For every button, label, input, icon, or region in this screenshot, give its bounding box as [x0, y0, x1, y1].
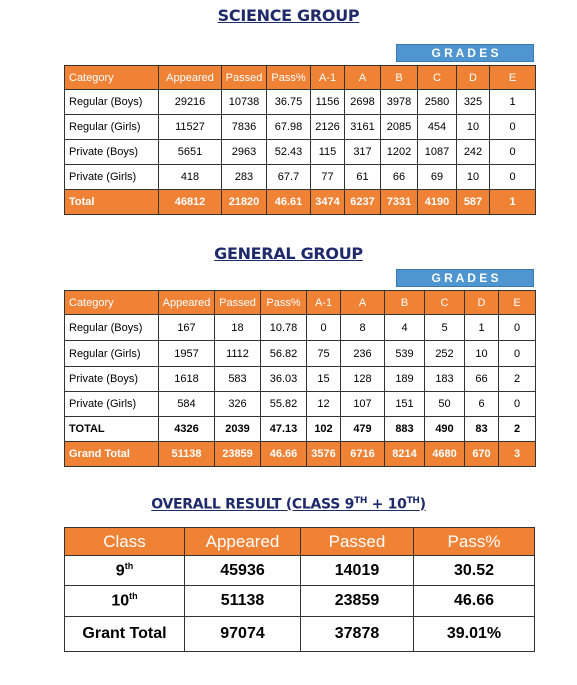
appeared-cell: 97074 [185, 617, 301, 652]
general-group-title: GENERAL GROUP [214, 244, 363, 263]
table-row [65, 165, 536, 190]
table-cell: Private (Boys) [65, 367, 159, 392]
table-cell: 0 [490, 165, 536, 190]
passed-cell: 14019 [301, 556, 414, 586]
table-cell: 1957 [159, 341, 215, 367]
table-cell: 61 [345, 165, 381, 190]
table-row [65, 140, 536, 165]
column-header: Passed [301, 528, 414, 556]
table-cell: 4680 [425, 442, 465, 467]
table-cell: 55.82 [261, 392, 307, 417]
table-cell: 75 [307, 341, 341, 367]
table-header-row [65, 528, 535, 556]
table-cell: TOTAL [65, 417, 159, 442]
table-cell: Private (Boys) [65, 140, 159, 165]
appeared-cell: 45936 [185, 556, 301, 586]
table-cell: 490 [425, 417, 465, 442]
table-cell: 128 [341, 367, 385, 392]
table-cell: 67.98 [267, 115, 311, 140]
table-cell: 29216 [159, 90, 222, 115]
column-header: A-1 [311, 66, 345, 90]
table-cell: 454 [418, 115, 457, 140]
column-header: Class [65, 528, 185, 556]
table-cell: 0 [490, 140, 536, 165]
table-cell: 5651 [159, 140, 222, 165]
table-cell: 12 [307, 392, 341, 417]
column-header: A [341, 291, 385, 315]
table-cell: 1087 [418, 140, 457, 165]
table-row [65, 115, 536, 140]
table-cell: Regular (Girls) [65, 115, 159, 140]
grand-total-row [65, 442, 536, 467]
overall-result-title [0, 496, 577, 513]
column-header: Appeared [159, 66, 222, 90]
table-cell: 51138 [159, 442, 215, 467]
table-cell: Private (Girls) [65, 165, 159, 190]
table-cell: 11527 [159, 115, 222, 140]
table-cell: 10 [457, 165, 490, 190]
table-cell: 102 [307, 417, 341, 442]
table-cell: 325 [457, 90, 490, 115]
table-cell: 69 [418, 165, 457, 190]
column-header: C [425, 291, 465, 315]
table-cell: 21820 [222, 190, 267, 215]
table-row [65, 586, 535, 617]
science-table [64, 65, 536, 215]
table-row [65, 556, 535, 586]
table-cell: 1618 [159, 367, 215, 392]
column-header: Category [65, 291, 159, 315]
table-cell: 2698 [345, 90, 381, 115]
ordinal-suffix: th [129, 591, 138, 602]
pass-percent-cell: 30.52 [414, 556, 535, 586]
table-cell: Private (Girls) [65, 392, 159, 417]
table-cell: 6 [465, 392, 499, 417]
table-cell: 77 [311, 165, 345, 190]
table-cell: 4326 [159, 417, 215, 442]
total-row [65, 190, 536, 215]
overall-title-part: OVERALL RESULT (CLASS 9 [151, 496, 355, 513]
class-cell: 9th [65, 556, 185, 586]
table-cell: Total [65, 190, 159, 215]
column-header: A [345, 66, 381, 90]
table-cell: 46.61 [267, 190, 311, 215]
table-cell: 23859 [215, 442, 261, 467]
table-cell: 252 [425, 341, 465, 367]
table-header-row [65, 66, 536, 90]
table-cell: 5 [425, 315, 465, 341]
table-cell: Regular (Boys) [65, 315, 159, 341]
table-cell: 2963 [222, 140, 267, 165]
grades-label: G R A D E S [431, 46, 499, 60]
table-cell: 189 [385, 367, 425, 392]
table-cell: 15 [307, 367, 341, 392]
table-cell: 0 [499, 341, 536, 367]
table-cell: 56.82 [261, 341, 307, 367]
table-cell: 47.13 [261, 417, 307, 442]
table-cell: 18 [215, 315, 261, 341]
table-cell: 1156 [311, 90, 345, 115]
table-cell: 46812 [159, 190, 222, 215]
table-cell: 3474 [311, 190, 345, 215]
table-cell: 2085 [381, 115, 418, 140]
table-cell: 3161 [345, 115, 381, 140]
table-cell: 8214 [385, 442, 425, 467]
table-cell: 2 [499, 367, 536, 392]
table-cell: Regular (Boys) [65, 90, 159, 115]
overall-title-part: ) [419, 496, 426, 513]
table-cell: 3576 [307, 442, 341, 467]
table-cell: 670 [465, 442, 499, 467]
general-grades-banner [396, 269, 534, 287]
table-cell: 7331 [381, 190, 418, 215]
column-header: D [465, 291, 499, 315]
column-header: Pass% [414, 528, 535, 556]
table-cell: 1 [490, 90, 536, 115]
table-row [65, 392, 536, 417]
table-cell: 36.75 [267, 90, 311, 115]
table-header-row [65, 291, 536, 315]
table-cell: 326 [215, 392, 261, 417]
table-cell: 283 [222, 165, 267, 190]
class-cell: Grant Total [65, 617, 185, 652]
science-grades-banner [396, 44, 534, 62]
column-header: Passed [215, 291, 261, 315]
table-cell: 1202 [381, 140, 418, 165]
general-table [64, 290, 536, 467]
table-cell: 242 [457, 140, 490, 165]
table-cell: 317 [345, 140, 381, 165]
table-cell: 587 [457, 190, 490, 215]
table-cell: 4190 [418, 190, 457, 215]
overall-title-sup: TH [354, 496, 368, 506]
table-cell: Regular (Girls) [65, 341, 159, 367]
column-header: Pass% [261, 291, 307, 315]
column-header: Passed [222, 66, 267, 90]
table-cell: 66 [465, 367, 499, 392]
table-cell: 8 [341, 315, 385, 341]
pass-percent-cell: 39.01% [414, 617, 535, 652]
table-cell: 1 [490, 190, 536, 215]
table-cell: 0 [499, 315, 536, 341]
column-header: E [490, 66, 536, 90]
passed-cell: 23859 [301, 586, 414, 617]
column-header: C [418, 66, 457, 90]
table-cell: 115 [311, 140, 345, 165]
table-row [65, 367, 536, 392]
table-cell: 2580 [418, 90, 457, 115]
table-cell: 3 [499, 442, 536, 467]
table-row [65, 617, 535, 652]
table-cell: 2039 [215, 417, 261, 442]
table-cell: 0 [490, 115, 536, 140]
table-cell: 584 [159, 392, 215, 417]
table-cell: 3978 [381, 90, 418, 115]
table-cell: 50 [425, 392, 465, 417]
total-row [65, 417, 536, 442]
table-cell: 10 [457, 115, 490, 140]
table-cell: 36.03 [261, 367, 307, 392]
table-cell: Grand Total [65, 442, 159, 467]
table-cell: 236 [341, 341, 385, 367]
table-cell: 167 [159, 315, 215, 341]
table-cell: 1112 [215, 341, 261, 367]
column-header: B [381, 66, 418, 90]
overall-title-sup: TH [406, 496, 420, 506]
table-cell: 183 [425, 367, 465, 392]
table-cell: 539 [385, 341, 425, 367]
table-cell: 46.66 [261, 442, 307, 467]
table-cell: 2 [499, 417, 536, 442]
table-cell: 10738 [222, 90, 267, 115]
ordinal-suffix: th [124, 560, 134, 571]
table-cell: 479 [341, 417, 385, 442]
table-cell: 1 [465, 315, 499, 341]
pass-percent-cell: 46.66 [414, 586, 535, 617]
science-group-title: SCIENCE GROUP [217, 6, 360, 25]
column-header: D [457, 66, 490, 90]
table-cell: 66 [381, 165, 418, 190]
table-cell: 6237 [345, 190, 381, 215]
column-header: Pass% [267, 66, 311, 90]
table-cell: 2126 [311, 115, 345, 140]
column-header: E [499, 291, 536, 315]
table-row [65, 315, 536, 341]
column-header: Appeared [185, 528, 301, 556]
column-header: B [385, 291, 425, 315]
passed-cell: 37878 [301, 617, 414, 652]
table-cell: 583 [215, 367, 261, 392]
appeared-cell: 51138 [185, 586, 301, 617]
column-header: Category [65, 66, 159, 90]
table-cell: 7836 [222, 115, 267, 140]
overall-title-part: + 10 [367, 496, 407, 513]
table-cell: 10 [465, 341, 499, 367]
table-cell: 151 [385, 392, 425, 417]
table-cell: 107 [341, 392, 385, 417]
table-cell: 83 [465, 417, 499, 442]
table-cell: 4 [385, 315, 425, 341]
overall-table [64, 527, 535, 652]
table-cell: 0 [307, 315, 341, 341]
table-row [65, 341, 536, 367]
table-cell: 418 [159, 165, 222, 190]
table-cell: 6716 [341, 442, 385, 467]
table-cell: 883 [385, 417, 425, 442]
table-cell: 67.7 [267, 165, 311, 190]
table-cell: 0 [499, 392, 536, 417]
column-header: Appeared [159, 291, 215, 315]
table-cell: 10.78 [261, 315, 307, 341]
grades-label: G R A D E S [431, 271, 499, 285]
table-cell: 52.43 [267, 140, 311, 165]
class-cell: 10th [65, 586, 185, 617]
column-header: A-1 [307, 291, 341, 315]
table-row [65, 90, 536, 115]
